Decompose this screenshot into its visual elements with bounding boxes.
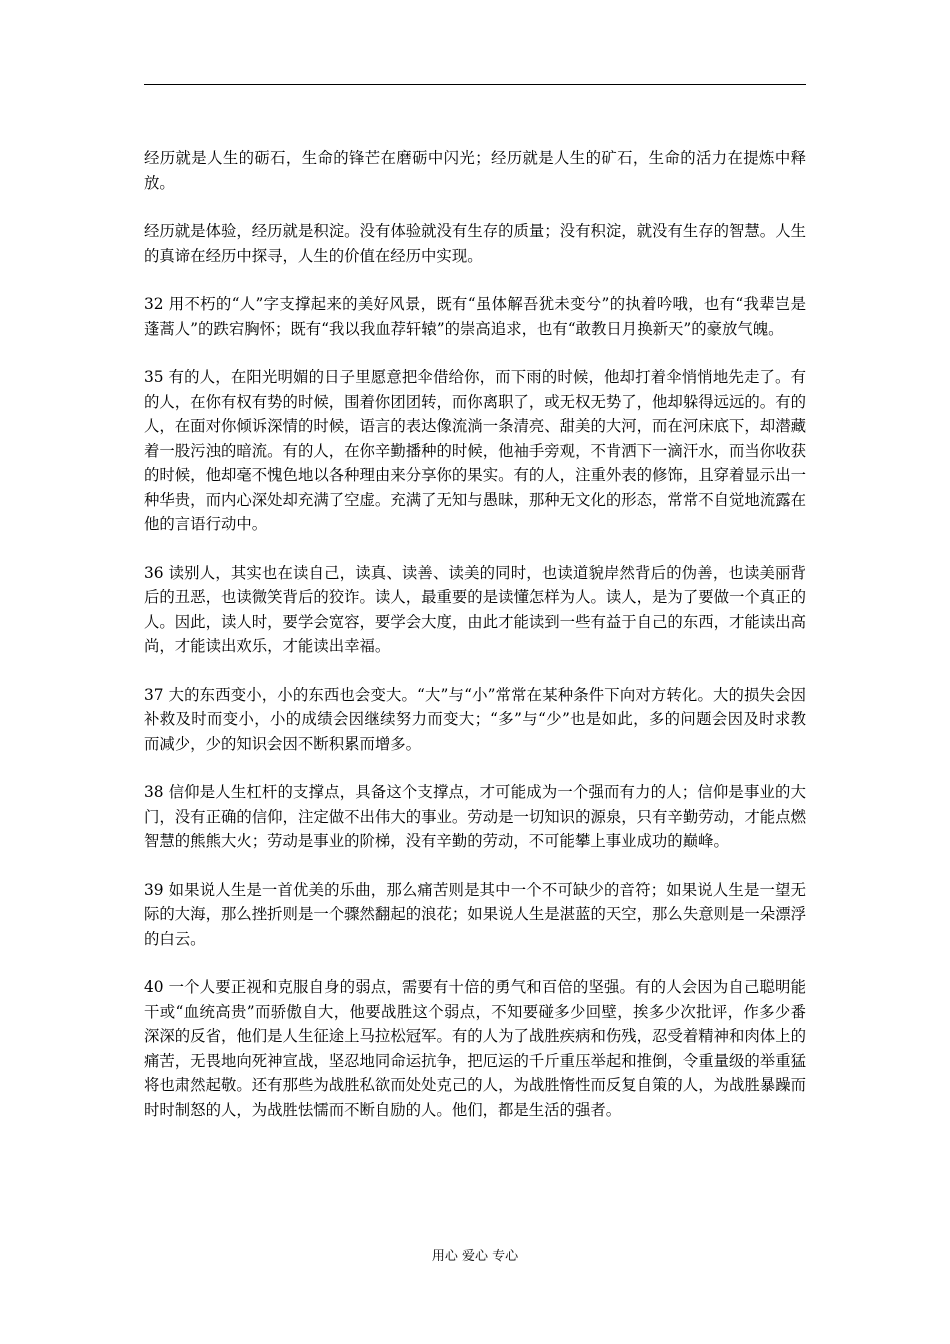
paragraph: 36 读别人，其实也在读自己，读真、读善、读美的同时，也读道貌岸然背后的伪善，也读美丽背后的丑恶，也读微笑背后的狡诈。读人，最重要的是读懂怎样为人。读人，是为了要做一个真正的人。因此，读人时，要学会宽容，要学会大度，由此才能读到一些有益于自己的东西，才能读出高尚，才能读出欢乐，才能读出幸福。 (144, 563, 806, 655)
paragraph: 经历就是人生的砺石，生命的锋芒在磨砺中闪光；经历就是人生的矿石，生命的活力在提炼中释放。 (144, 149, 806, 192)
header-rule (144, 84, 806, 85)
paragraph: 38 信仰是人生杠杆的支撑点，具备这个支撑点，才可能成为一个强而有力的人；信仰是事业的大门，没有正确的信仰，注定做不出伟大的事业。劳动是一切知识的源泉，只有辛勤劳动，才能点燃智慧的熊熊大火；劳动是事业的阶梯，没有辛勤的劳动，不可能攀上事业成功的巅峰。 (144, 783, 806, 850)
paragraph: 37 大的东西变小，小的东西也会变大。“大”与“小”常常在某种条件下向对方转化。大的损失会因补救及时而变小，小的成绩会因继续努力而变大；“多”与“少”也是如此，多的问题会因及时求教而减少，少的知识会因不断积累而增多。 (144, 685, 806, 753)
paragraph: 40 一个人要正视和克服自身的弱点，需要有十倍的勇气和百倍的坚强。有的人会因为自己聪明能干或“血统高贵”而骄傲自大，他要战胜这个弱点，不知要碰多少回壁，挨多少次批评，作多少番深深的反省，他们是人生征途上马拉松冠军。有的人为了战胜疾病和伤残，忍受着精神和肉体上的痛苦，无畏地向死神宣战，坚忍地同命运抗争，把厄运的千斤重压举起和推倒，令重量级的举重猛将也肃然起敬。还有那些为战胜私欲而处处克己的人，为战胜惰性而反复自策的人，为战胜暴躁而时时制怒的人，为战胜怯懦而不断自励的人。他们，都是生活的强者。 (144, 978, 806, 1119)
paragraph: 39 如果说人生是一首优美的乐曲，那么痛苦则是其中一个不可缺少的音符；如果说人生是一望无际的大海，那么挫折则是一个骤然翻起的浪花；如果说人生是湛蓝的天空，那么失意则是一朵漂浮的白云。 (144, 880, 806, 948)
paragraph: 32 用不朽的“人”字支撑起来的美好风景，既有“虽体解吾犹未变兮”的执着吟哦，也有“我辈岂是蓬蒿人”的跌宕胸怀；既有“我以我血荐轩辕”的崇高追求，也有“敢教日月换新天”的豪放气魄。 (144, 295, 806, 338)
paragraph: 35 有的人，在阳光明媚的日子里愿意把伞借给你，而下雨的时候，他却打着伞悄悄地先走了。有的人，在你有权有势的时候，围着你团团转，而你离职了，或无权无势了，他却躲得远远的。有的人，在面对你倾诉深情的时候，语言的表达像流淌一条清亮、甜美的大河，而在河床底下，却潜藏着一股污浊的暗流。有的人，在你辛勤播种的时候，他袖手旁观，不肯洒下一滴汗水，而当你收获的时候，他却毫不愧色地以各种理由来分享你的果实。有的人，注重外表的修饰，且穿着显示出一种华贵，而内心深处却充满了空虚。充满了无知与愚昧，那种无文化的形态，常常不自觉地流露在他的言语行动中。 (144, 368, 806, 533)
page-footer: 用心 爱心 专心 (431, 1249, 519, 1264)
document-body (144, 146, 806, 1146)
paragraph: 经历就是体验，经历就是积淀。没有体验就没有生存的质量；没有积淀，就没有生存的智慧。人生的真谛在经历中探寻，人生的价值在经历中实现。 (144, 222, 806, 265)
